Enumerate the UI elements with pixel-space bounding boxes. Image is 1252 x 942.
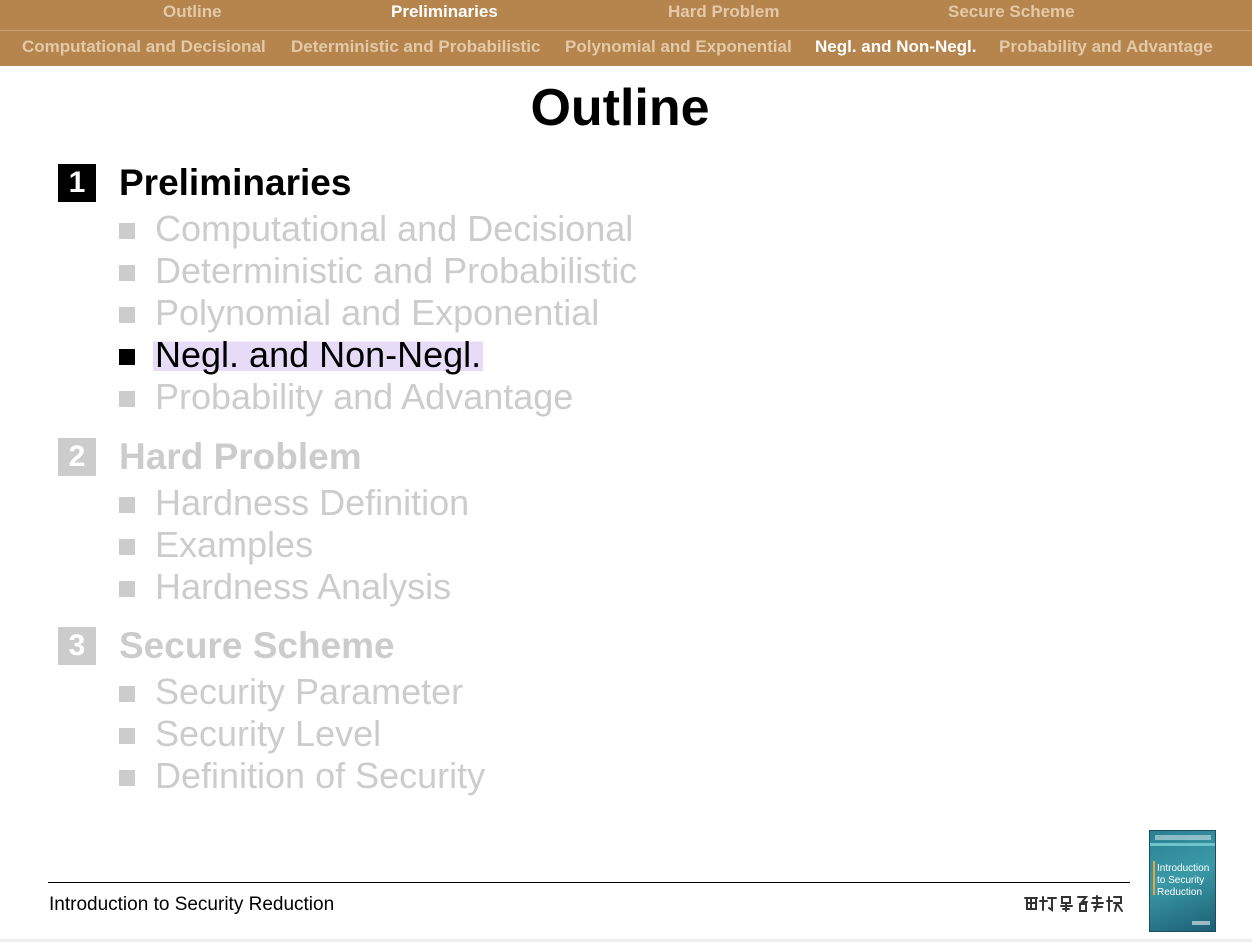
outline-item-label: Polynomial and Exponential (155, 292, 600, 333)
square-bullet-icon (119, 770, 135, 786)
outline-item-label: Definition of Security (155, 755, 486, 796)
section-title: Secure Scheme (119, 625, 395, 666)
book-authors-bar (1155, 835, 1211, 840)
square-bullet-icon (119, 265, 135, 281)
footer-title: Introduction to Security Reduction (49, 894, 335, 915)
outline-item-label: Security Parameter (155, 671, 464, 712)
outline-item-label: Security Level (155, 713, 382, 754)
book-cover-title: Introduction to Security Reduction (1157, 863, 1210, 898)
nav-sub-negligible[interactable]: Negl. and Non-Negl. (815, 37, 977, 56)
calligraphy-logo-icon (1022, 892, 1128, 914)
publisher-logo-icon (1192, 921, 1210, 925)
nav-section-secure-scheme[interactable]: Secure Scheme (948, 2, 1075, 21)
outline-item-label: Negl. and Non-Negl. (155, 334, 482, 375)
square-bullet-icon (119, 391, 135, 407)
section-title: Preliminaries (119, 162, 352, 203)
book-accent (1153, 861, 1155, 895)
outline-item-label: Examples (155, 524, 314, 565)
outline-item-label: Deterministic and Probabilistic (155, 250, 638, 291)
square-bullet-icon (119, 686, 135, 702)
nav-sub-deterministic[interactable]: Deterministic and Probabilistic (291, 37, 541, 56)
square-bullet-icon (119, 728, 135, 744)
footer-divider (48, 882, 1130, 883)
outline-item-label: Hardness Definition (155, 482, 470, 523)
section-number-badge: 2 (58, 438, 96, 476)
square-bullet-icon (119, 223, 135, 239)
nav-sub-probability[interactable]: Probability and Advantage (999, 37, 1213, 56)
outline-item-label: Computational and Decisional (155, 208, 634, 249)
nav-section-hard-problem[interactable]: Hard Problem (668, 2, 780, 21)
square-bullet-icon (119, 307, 135, 323)
book-stripe (1150, 843, 1215, 846)
square-bullet-icon (119, 497, 135, 513)
nav-section-preliminaries[interactable]: Preliminaries (391, 2, 498, 21)
nav-sub-computational[interactable]: Computational and Decisional (22, 37, 266, 56)
square-bullet-icon (119, 539, 135, 555)
square-bullet-icon (119, 349, 135, 365)
section-title: Hard Problem (119, 436, 362, 477)
outline-item-label: Probability and Advantage (155, 376, 574, 417)
section-nav (0, 0, 1252, 31)
header-bar (0, 0, 1252, 66)
nav-sub-polynomial[interactable]: Polynomial and Exponential (565, 37, 792, 56)
slide-title: Outline (530, 79, 710, 137)
square-bullet-icon (119, 581, 135, 597)
section-number-badge: 1 (58, 164, 96, 202)
nav-section-outline[interactable]: Outline (163, 2, 222, 21)
outline-item-label: Hardness Analysis (155, 566, 452, 607)
section-number-badge: 3 (58, 627, 96, 665)
book-cover-thumbnail (1150, 831, 1215, 931)
